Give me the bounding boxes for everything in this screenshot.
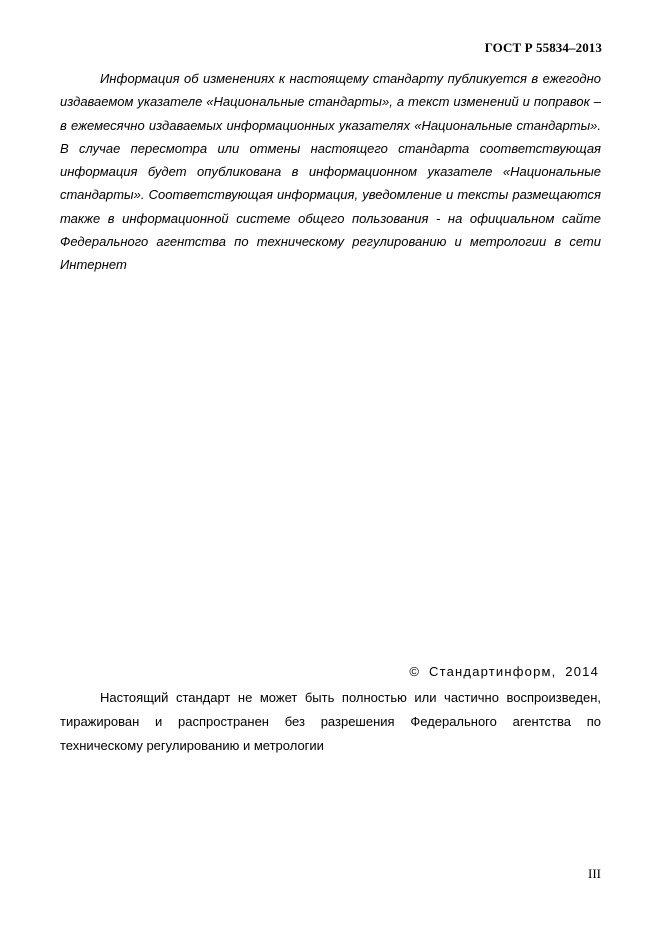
copyright-line: © Стандартинформ, 2014	[409, 664, 599, 679]
page-number: III	[588, 866, 601, 881]
standard-code-header: ГОСТ Р 55834–2013	[484, 40, 602, 55]
reproduction-notice-paragraph: Настоящий стандарт не может быть полностью или частично воспроизведен, тиражирован и распространен без разрешения Федерального агентства по техническому регулированию и метрологии	[60, 690, 601, 753]
amendments-notice-paragraph: Информация об изменениях к настоящему стандарту публикуется в ежегодно издаваемом указателе «Национальные стандарты», а текст изменений и поправок – в ежемесячно издаваемых информационных указателях «Национальные стандарты». В случае пересмотра или отмены настоящего стандарта соответствующая информация будет опубликована в информационном указателе «Национальные стандарты». Соответствующая информация, уведомление и тексты размещаются также в информационной системе общего пользования - на официальном сайте Федерального агентства по техническому регулированию и метрологии в сети Интернет	[60, 71, 601, 273]
